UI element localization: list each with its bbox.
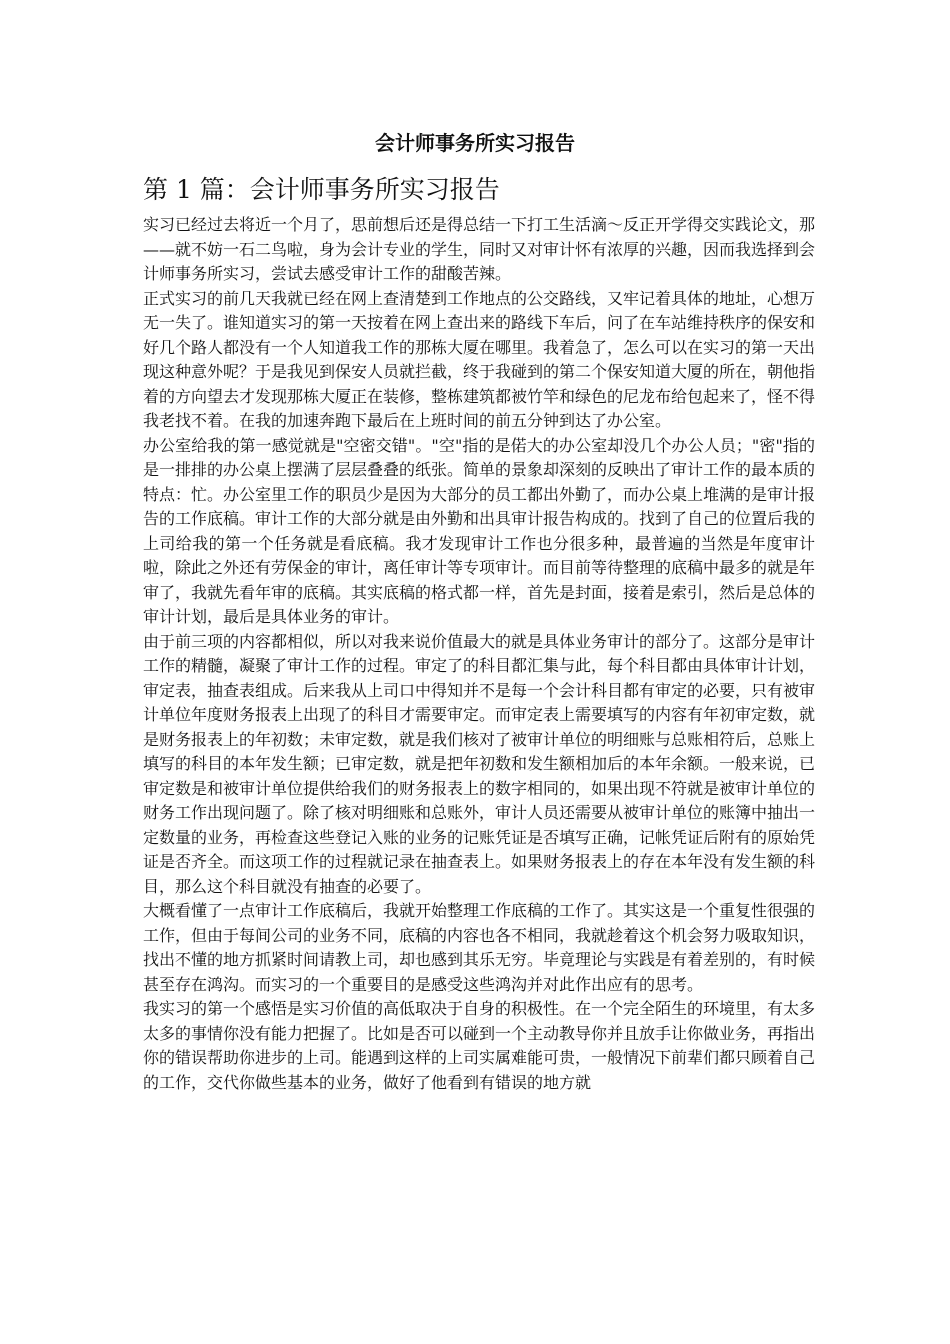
- paragraph: 正式实习的前几天我就已经在网上查清楚到工作地点的公交路线，又牢记着具体的地址，心想万无一失了。谁知道实习的第一天按着在网上查出来的路线下车后，问了在车站维持秩序的保安和好几个路人都没有一个人知道我工作的那栋大厦在哪里。我着急了，怎么可以在实习的第一天出现这种意外呢？于是我见到保安人员就拦截，终于我碰到的第二个保安知道大厦的所在，朝他指着的方向望去才发现那栋大厦正在装修，整栋建筑都被竹竿和绿色的尼龙布给包起来了，怪不得我老找不着。在我的加速奔跑下最后在上班时间的前五分钟到达了办公室。: [143, 288, 816, 430]
- document-body: [143, 213, 815, 1095]
- paragraph: 由于前三项的内容都相似，所以对我来说价值最大的就是具体业务审计的部分了。这部分是审计工作的精髓，凝聚了审计工作的过程。审定了的科目都汇集与此，每个科目都由具体审计计划，审定表，抽查表组成。后来我从上司口中得知并不是每一个会计科目都有审定的必要，只有被审计单位年度财务报表上出现了的科目才需要审定。而审定表上需要填写的内容有年初审定数，就是财务报表上的年初数；未审定数，就是我们核对了被审计单位的明细账与总账相符后，总账上填写的科目的本年发生额；已审定数，就是把年初数和发生额相加后的本年余额。一般来说，已审定数是和被审计单位提供给我们的财务报表上的数字相同的，如果出现不符就是被审计单位的财务工作出现问题了。除了核对明细账和总账外，审计人员还需要从被审计单位的账簿中抽出一定数量的业务，再检查这些登记入账的业务的记账凭证是否填写正确，记帐凭证后附有的原始凭证是否齐全。而这项工作的过程就记录在抽查表上。如果财务报表上的存在本年没有发生额的科目，那么这个科目就没有抽查的必要了。: [143, 631, 816, 896]
- paragraph: 大概看懂了一点审计工作底稿后，我就开始整理工作底稿的工作了。其实这是一个重复性很强的工作，但由于每间公司的业务不同，底稿的内容也各不相同，我就趁着这个机会努力吸取知识，找出不懂的地方抓紧时间请教上司，却也感到其乐无穷。毕竟理论与实践是有着差别的，有时候甚至存在鸿沟。而实习的一个重要目的是感受这些鸿沟并对此作出应有的思考。: [143, 901, 816, 994]
- paragraph: 我实习的第一个感悟是实习价值的高低取决于自身的积极性。在一个完全陌生的环境里，有太多太多的事情你没有能力把握了。比如是否可以碰到一个主动教导你并且放手让你做业务，再指出你的错误帮助你进步的上司。能遇到这样的上司实属难能可贵，一般情况下前辈们都只顾着自己的工作，交代你做些基本的业务，做好了他看到有错误的地方就: [143, 999, 816, 1092]
- document-title: 会计师事务所实习报告: [375, 131, 575, 155]
- paragraph: 办公室给我的第一感觉就是"空密交错"。"空"指的是偌大的办公室却没几个办公人员；"密"指的是一排排的办公桌上摆满了层层叠叠的纸张。简单的景象却深刻的反映出了审计工作的最本质的特点：忙。办公室里工作的职员少是因为大部分的员工都出外勤了，而办公桌上堆满的是审计报告的工作底稿。审计工作的大部分就是由外勤和出具审计报告构成的。找到了自己的位置后我的上司给我的第一个任务就是看底稿。我才发现审计工作也分很多种，最普遍的当然是年度审计啦，除此之外还有劳保金的审计，离任审计等专项审计。而目前等待整理的底稿中最多的就是年审了，我就先看年审的底稿。其实底稿的格式都一样，首先是封面，接着是索引，然后是总体的审计计划，最后是具体业务的审计。: [143, 435, 816, 626]
- section-heading: 第 1 篇：会计师事务所实习报告: [143, 175, 500, 204]
- paragraph: 实习已经过去将近一个月了，思前想后还是得总结一下打工生活滴～反正开学得交实践论文，那——就不妨一石二鸟啦，身为会计专业的学生，同时又对审计怀有浓厚的兴趣，因而我选择到会计师事务所实习，尝试去感受审计工作的甜酸苦辣。: [143, 215, 816, 283]
